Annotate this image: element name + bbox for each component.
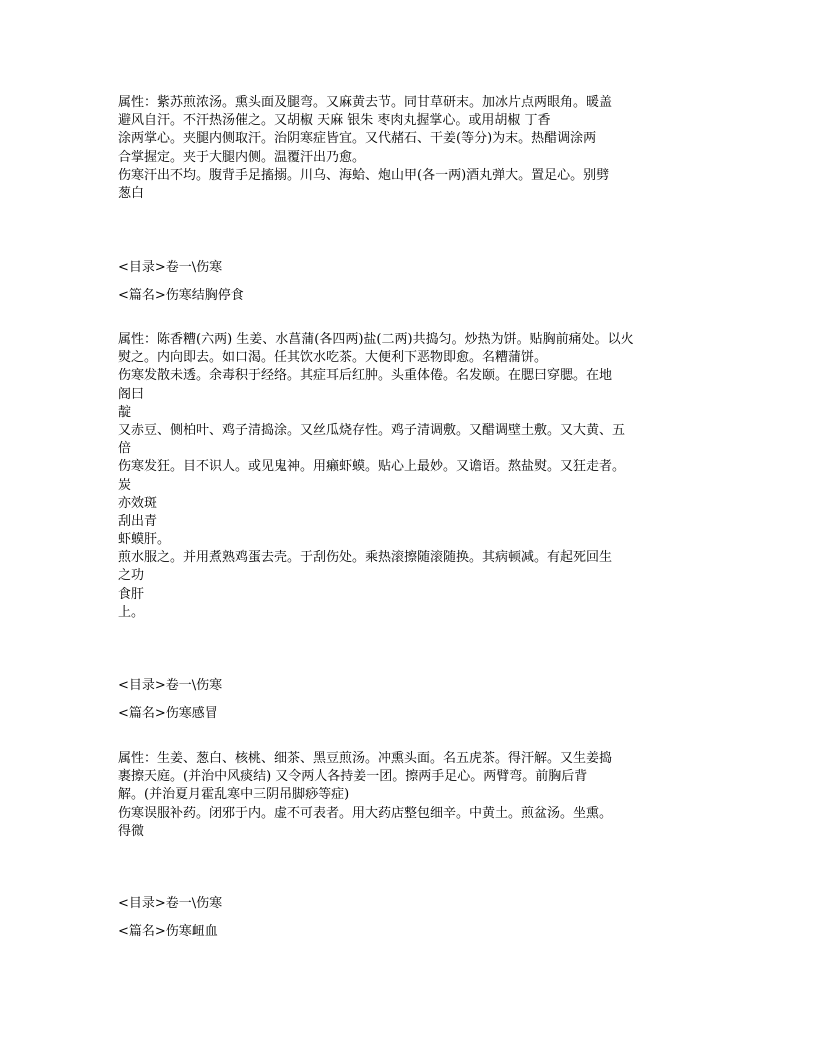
text-line: 伤寒误服补药。闭邪于内。虚不可表者。用大药店整包细辛。中黄土。煎盆汤。坐熏。 xyxy=(118,805,613,821)
directory-heading: <目录>卷一\伤寒 xyxy=(118,260,223,275)
text-line: 亦效斑 xyxy=(118,495,158,511)
text-line: 煎水服之。并用煮熟鸡蛋去壳。于刮伤处。乘热滚擦随滚随换。其病顿减。有起死回生 xyxy=(118,550,613,566)
text-line: 之功 xyxy=(118,568,145,584)
article-title: <篇名>伤寒结胸停食 xyxy=(118,288,244,303)
text-line: 伤寒发狂。目不识人。或见鬼神。用癞虾蟆。贴心上最妙。又谵语。熬盐熨。又狂走者。 xyxy=(118,459,626,475)
directory-heading: <目录>卷一\伤寒 xyxy=(118,896,223,911)
section-3-body xyxy=(118,750,718,841)
text-line: 伤寒发散未透。余毒积于经络。其症耳后红肿。头重体倦。名发颐。在腮曰穿腮。在地 xyxy=(118,368,613,384)
directory-heading: <目录>卷一\伤寒 xyxy=(118,678,223,693)
text-line: 属性：紫苏煎浓汤。熏头面及腿弯。又麻黄去节。同甘草研末。加冰片点两眼角。暖盖 xyxy=(118,95,613,110)
section-2-title xyxy=(118,287,718,305)
text-line: 涂两掌心。夹腿内侧取汗。治阴寒症皆宜。又代赭石、干姜(等分)为末。热醋调涂两 xyxy=(118,131,597,147)
text-line: 上。 xyxy=(118,604,145,620)
article-title: <篇名>伤寒感冒 xyxy=(118,706,218,721)
section-4-title xyxy=(118,923,718,941)
section-2-body xyxy=(118,331,718,622)
text-line: 靛 xyxy=(118,404,132,420)
text-line: 避风自汗。不汗热汤催之。又胡椒 天麻 银朱 枣肉丸握掌心。或用胡椒 丁香 xyxy=(118,113,551,129)
text-line: 属性：生姜、葱白、核桃、细茶、黑豆煎汤。冲熏头面。名五虎茶。得汗解。又生姜捣 xyxy=(118,751,613,766)
text-line: 裹擦天庭。(并治中风痰结) 又令两人各持姜一团。擦两手足心。两臂弯。前胸后背 xyxy=(118,769,588,785)
text-line: 合掌握定。夹于大腿内侧。温覆汗出乃愈。 xyxy=(118,149,366,165)
section-2-directory xyxy=(118,259,718,277)
text-line: 阁曰 xyxy=(118,386,145,402)
section-1-body xyxy=(118,94,718,203)
article-title: <篇名>伤寒衄血 xyxy=(118,924,218,939)
text-line: 属性：陈香糟(六两) 生姜、水菖蒲(各四两)盐(二两)共捣匀。炒热为饼。贴胸前痛处。以火 xyxy=(118,332,634,347)
text-line: 解。(并治夏月霍乱寒中三阴吊脚痧等症) xyxy=(118,787,350,803)
text-line: 食肝 xyxy=(118,586,145,602)
text-line: 伤寒汗出不均。腹背手足搐搦。川乌、海蛤、炮山甲(各一两)酒丸弹大。置足心。别劈 xyxy=(118,167,610,183)
text-line: 炭 xyxy=(118,477,132,493)
text-line: 又赤豆、侧柏叶、鸡子清捣涂。又丝瓜烧存性。鸡子清调敷。又醋调壁土敷。又大黄、五 xyxy=(118,422,626,438)
text-line: 葱白 xyxy=(118,185,145,201)
section-3-title xyxy=(118,705,718,723)
text-line: 刮出青 xyxy=(118,513,158,529)
text-line: 倍 xyxy=(118,441,132,457)
text-line: 虾蟆肝。 xyxy=(118,532,171,548)
text-line: 熨之。内向即去。如口渴。任其饮水吃茶。大便利下恶物即愈。名糟蒲饼。 xyxy=(118,350,548,366)
section-3-directory xyxy=(118,677,718,695)
section-4-directory xyxy=(118,895,718,913)
text-line: 得微 xyxy=(118,823,145,839)
